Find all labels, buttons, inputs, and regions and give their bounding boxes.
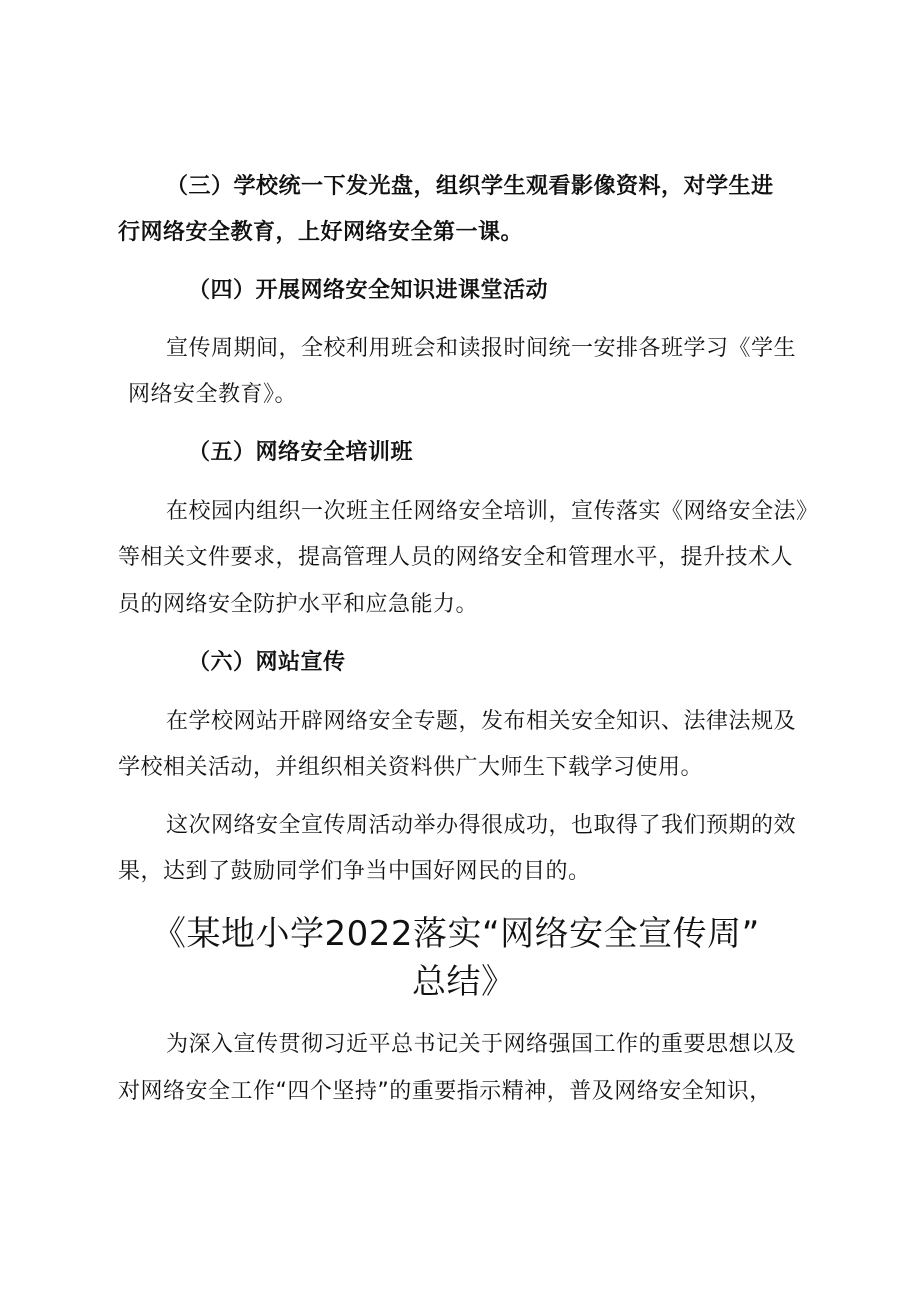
section-5-heading: （五）网络安全培训班 bbox=[188, 440, 414, 465]
section-6-heading: （六）网站宣传 bbox=[188, 650, 346, 675]
conclusion-line-2: 果，达到了鼓励同学们争当中国好网民的目的。 bbox=[118, 859, 591, 884]
section-4-line-2: 网络安全教育》。 bbox=[128, 382, 298, 407]
section-6-line-1: 在学校网站开辟网络安全专题，发布相关安全知识、法律法规及 bbox=[166, 709, 797, 734]
conclusion-line-1: 这次网络安全宣传周活动举办得很成功，也取得了我们预期的效 bbox=[166, 813, 797, 838]
section-5-line-1: 在校园内组织一次班主任网络安全培训，宣传落实《网络安全法》 bbox=[166, 499, 819, 524]
intro-line-1: 为深入宣传贯彻习近平总书记关于网络强国工作的重要思想以及 bbox=[166, 1032, 797, 1057]
intro-line-2: 对网络安全工作“四个坚持”的重要指示精神，普及网络安全知识， bbox=[118, 1079, 772, 1104]
section-5-line-2: 等相关文件要求，提高管理人员的网络安全和管理水平，提升技术人 bbox=[118, 545, 794, 570]
section-4-heading: （四）开展网络安全知识进课堂活动 bbox=[188, 278, 549, 303]
section-6-line-2: 学校相关活动，并组织相关资料供广大师生下载学习使用。 bbox=[118, 755, 704, 780]
document-title-line-2: 总结》 bbox=[412, 962, 516, 1002]
section-3-line-2: 行网络安全教育，上好网络安全第一课。 bbox=[118, 220, 524, 245]
document-title-line-1: 《某地小学2022落实“网络安全宣传周” bbox=[152, 914, 760, 954]
section-3-line-1: （三）学校统一下发光盘，组织学生观看影像资料，对学生进 bbox=[166, 174, 774, 199]
section-5-line-3: 员的网络安全防护水平和应急能力。 bbox=[118, 592, 479, 617]
section-4-line-1: 宣传周期间，全校利用班会和读报时间统一安排各班学习《学生 bbox=[166, 336, 797, 361]
